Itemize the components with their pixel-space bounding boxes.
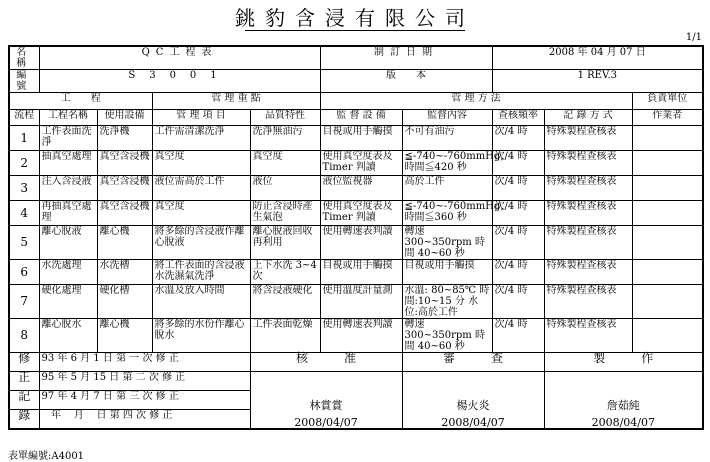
section-control-points: 管 理 重 點	[152, 93, 320, 110]
date-label: 制訂日期	[320, 46, 492, 70]
monitoring-device: 使用真空度表及 Timer 判讀	[320, 151, 402, 176]
col-header: 查核頻率	[492, 110, 544, 126]
table-row	[9, 319, 703, 353]
revision-entry: 97 年 4 月 7 日 第 三 次 修 正	[39, 391, 250, 410]
operator	[632, 226, 703, 260]
page-number: 1/1	[685, 32, 702, 43]
monitoring-content: 水溫: 80~85℃ 時間:10~15 分 水位:高於工件	[402, 285, 492, 319]
process-name: 工件表面洗淨	[39, 126, 97, 151]
approve-date: 2008/04/07	[294, 416, 358, 429]
revision-label-char: 錄	[9, 410, 39, 430]
make-signature	[544, 372, 703, 430]
title-underline	[245, 30, 465, 31]
col-header: 監督內容	[402, 110, 492, 126]
table-row	[9, 260, 703, 285]
check-frequency: 次/4 時	[492, 201, 544, 226]
col-header: 作業者	[632, 110, 703, 126]
monitoring-device: 使用轉速表判讀	[320, 319, 402, 353]
quality-characteristic: 離心脫液回收再利用	[250, 226, 320, 260]
monitoring-device: 使用溫度計量測	[320, 285, 402, 319]
control-item: 工件需清潔洗淨	[152, 126, 250, 151]
control-item: 真空度	[152, 151, 250, 176]
table-row	[9, 126, 703, 151]
equipment: 真空含浸機	[97, 176, 152, 201]
process-name: 注入含浸液	[39, 176, 97, 201]
quality-characteristic: 將含浸液硬化	[250, 285, 320, 319]
step-number: 5	[9, 226, 39, 260]
review-date: 2008/04/07	[441, 416, 505, 429]
approve-signature	[250, 372, 402, 430]
col-header: 監 督 設 備	[320, 110, 402, 126]
make-label: 製 作	[544, 353, 703, 372]
check-frequency: 次/4 時	[492, 126, 544, 151]
review-label: 審 查	[402, 353, 544, 372]
record-method: 特殊製程查核表	[544, 126, 632, 151]
step-number: 6	[9, 260, 39, 285]
check-frequency: 次/4 時	[492, 151, 544, 176]
table-row	[9, 226, 703, 260]
monitoring-content: 高於工件	[402, 176, 492, 201]
operator	[632, 151, 703, 176]
col-header: 使用設備	[97, 110, 152, 126]
quality-characteristic: 工件表面乾燥	[250, 319, 320, 353]
monitoring-device: 目視或用手觸摸	[320, 126, 402, 151]
equipment: 離心機	[97, 319, 152, 353]
name-value: QC工程表	[39, 46, 320, 70]
quality-characteristic: 防止含浸時產生氣泡	[250, 201, 320, 226]
date-value: 2008 年 04 月 07 日	[492, 46, 703, 70]
check-frequency: 次/4 時	[492, 176, 544, 201]
monitoring-content: ≦-740~-760mmHg, 時間≦360 秒	[402, 201, 492, 226]
maker-name: 詹茹純	[606, 399, 640, 412]
operator	[632, 285, 703, 319]
control-item: 將工件表面的含浸液水洗濕氣洗淨	[152, 260, 250, 285]
step-number: 7	[9, 285, 39, 319]
record-method: 特殊製程查核表	[544, 319, 632, 353]
monitoring-content: ≦-740~-760mmHg, 時間≦420 秒	[402, 151, 492, 176]
version-value: 1 REV.3	[492, 70, 703, 93]
monitoring-content: 目視或用手觸摸	[402, 260, 492, 285]
version-label: 版 本	[320, 70, 492, 93]
approve-label: 核 准	[250, 353, 402, 372]
process-name: 離心脫液	[39, 226, 97, 260]
col-header: 記 錄 方 式	[544, 110, 632, 126]
record-method: 特殊製程查核表	[544, 226, 632, 260]
record-method: 特殊製程查核表	[544, 176, 632, 201]
step-number: 1	[9, 126, 39, 151]
control-item: 將多餘的含浸液作離心脫液	[152, 226, 250, 260]
revision-entry: 年 月 日 第 四 次 修 正	[39, 410, 250, 430]
check-frequency: 次/4 時	[492, 319, 544, 353]
quality-characteristic: 洗淨無油污	[250, 126, 320, 151]
check-frequency: 次/4 時	[492, 226, 544, 260]
process-name: 再抽真空處理	[39, 201, 97, 226]
quality-characteristic: 真空度	[250, 151, 320, 176]
operator	[632, 201, 703, 226]
control-item: 水溫及放入時間	[152, 285, 250, 319]
code-value: S3001	[39, 70, 320, 93]
approver-name: 林賞賞	[309, 399, 343, 412]
operator	[632, 260, 703, 285]
operator	[632, 176, 703, 201]
record-method: 特殊製程查核表	[544, 285, 632, 319]
review-signature	[402, 372, 544, 430]
section-responsible: 負責單位	[632, 93, 703, 110]
name-label: 名 稱	[9, 46, 39, 70]
monitoring-device: 目視或用手觸摸	[320, 260, 402, 285]
process-name: 硬化處理	[39, 285, 97, 319]
section-control-methods: 管 理 方 法	[320, 93, 632, 110]
record-method: 特殊製程查核表	[544, 201, 632, 226]
equipment: 硬化槽	[97, 285, 152, 319]
step-number: 4	[9, 201, 39, 226]
equipment: 真空含浸機	[97, 151, 152, 176]
equipment: 洗淨機	[97, 126, 152, 151]
operator	[632, 319, 703, 353]
step-number: 2	[9, 151, 39, 176]
monitoring-device: 使用真空度表及 Timer 判讀	[320, 201, 402, 226]
make-date: 2008/04/07	[591, 416, 655, 429]
check-frequency: 次/4 時	[492, 285, 544, 319]
monitoring-content: 轉速 300~350rpm 時間 40~60 秒	[402, 226, 492, 260]
control-item: 將多餘的水份作離心脫水	[152, 319, 250, 353]
col-header: 流程	[9, 110, 39, 126]
col-header: 管 理 項 目	[152, 110, 250, 126]
revision-label-char: 正	[9, 372, 39, 391]
table-row	[9, 151, 703, 176]
process-name: 離心脫水	[39, 319, 97, 353]
monitoring-content: 轉速 300~350rpm 時間 40~60 秒	[402, 319, 492, 353]
step-number: 8	[9, 319, 39, 353]
code-label: 編 號	[9, 70, 39, 93]
table-row	[9, 176, 703, 201]
table-row	[9, 201, 703, 226]
monitoring-device: 使用轉速表判讀	[320, 226, 402, 260]
quality-characteristic: 上下水洗 3~4 次	[250, 260, 320, 285]
revision-entry: 93 年 6 月 1 日 第 一 次 修 正	[39, 353, 250, 372]
equipment: 水洗槽	[97, 260, 152, 285]
record-method: 特殊製程查核表	[544, 260, 632, 285]
qc-process-table	[8, 45, 704, 430]
monitoring-device: 液位監視器	[320, 176, 402, 201]
revision-label-char: 記	[9, 391, 39, 410]
step-number: 3	[9, 176, 39, 201]
revision-label-char: 修	[9, 353, 39, 372]
equipment: 真空含浸機	[97, 201, 152, 226]
revision-entry: 95 年 5 月 15 日 第 二 次 修 正	[39, 372, 250, 391]
quality-characteristic: 液位	[250, 176, 320, 201]
reviewer-name: 楊火炎	[456, 399, 490, 412]
table-row	[9, 285, 703, 319]
process-name: 水洗處理	[39, 260, 97, 285]
record-method: 特殊製程查核表	[544, 151, 632, 176]
operator	[632, 126, 703, 151]
company-title: 銚豹含浸有限公司	[235, 6, 475, 30]
check-frequency: 次/4 時	[492, 260, 544, 285]
col-header: 品質特性	[250, 110, 320, 126]
control-item: 液位需高於工件	[152, 176, 250, 201]
form-number: 表單編號:A4001	[8, 451, 85, 462]
control-item: 真空度	[152, 201, 250, 226]
section-process: 工 程	[9, 93, 152, 110]
col-header: 工程名稱	[39, 110, 97, 126]
process-name: 抽真空處理	[39, 151, 97, 176]
monitoring-content: 不可有油污	[402, 126, 492, 151]
equipment: 離心機	[97, 226, 152, 260]
